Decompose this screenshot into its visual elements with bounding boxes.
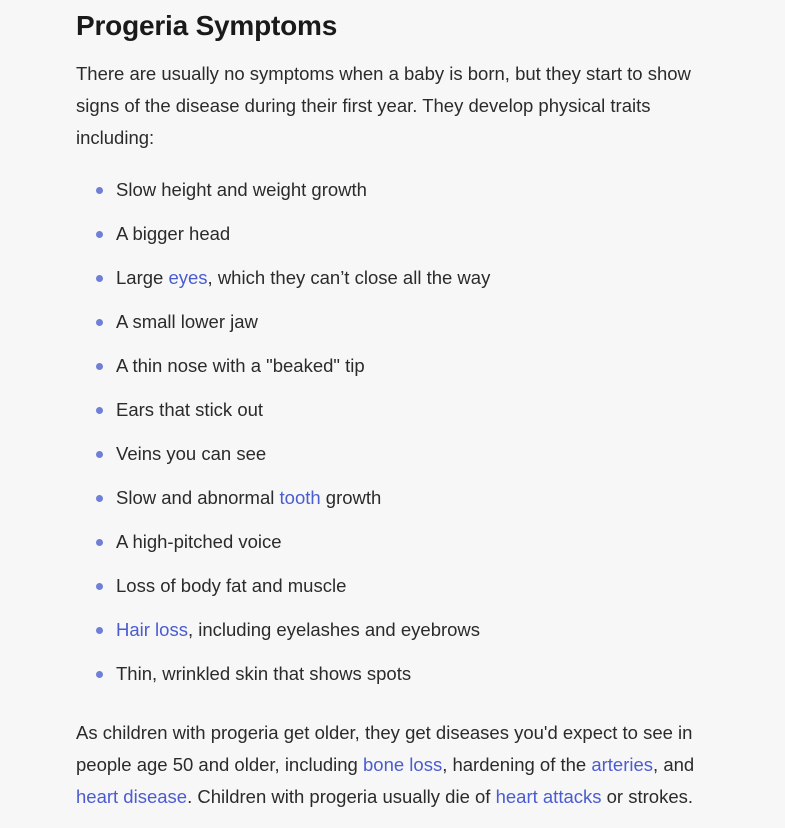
arteries-link[interactable]: arteries	[591, 754, 654, 775]
symptom-list-item	[96, 262, 726, 306]
symptom-text: Veins you can see	[116, 443, 267, 464]
symptom-text: Ears that stick out	[116, 399, 264, 420]
symptom-list-item	[96, 614, 726, 658]
symptom-text: , which they can’t close all the way	[207, 267, 491, 288]
symptom-text: A bigger head	[116, 223, 231, 244]
outro-paragraph	[76, 717, 726, 813]
symptom-text: , including eyelashes and eyebrows	[187, 619, 481, 640]
symptom-list-item	[96, 526, 726, 570]
bullet-icon	[96, 319, 103, 326]
symptom-list-item	[96, 218, 726, 262]
symptom-list-item	[96, 570, 726, 614]
symptom-link-hair-loss[interactable]: Hair loss	[116, 619, 188, 640]
bone-loss-link[interactable]: bone loss	[363, 754, 443, 775]
symptom-text: Slow height and weight growth	[116, 179, 367, 200]
bullet-icon	[96, 583, 103, 590]
symptom-list	[76, 174, 726, 702]
bullet-icon	[96, 627, 103, 634]
symptom-text: A high-pitched voice	[116, 531, 282, 552]
heart-attacks-link[interactable]: heart attacks	[495, 786, 602, 807]
article-section	[76, 0, 726, 813]
bullet-icon	[96, 231, 103, 238]
bullet-icon	[96, 495, 103, 502]
bullet-icon	[96, 671, 103, 678]
bullet-icon	[96, 363, 103, 370]
symptom-text: A thin nose with a "beaked" tip	[116, 355, 365, 376]
bullet-icon	[96, 407, 103, 414]
symptom-list-item	[96, 438, 726, 482]
symptom-link-eyes[interactable]: eyes	[168, 267, 208, 288]
heart-disease-link[interactable]: heart disease	[76, 786, 188, 807]
symptom-text: Loss of body fat and muscle	[116, 575, 347, 596]
bullet-icon	[96, 451, 103, 458]
outro-text: , hardening of the	[442, 754, 592, 775]
symptom-text: A small lower jaw	[116, 311, 258, 332]
outro-text: As children with progeria get older, they get diseases you'd expect to see in people age 50 and older, including	[76, 722, 693, 775]
symptom-list-item	[96, 658, 726, 702]
outro-text: . Children with progeria usually die of	[187, 786, 496, 807]
outro-text: or strokes.	[601, 786, 693, 807]
section-heading: Progeria Symptoms	[76, 10, 338, 41]
symptom-link-tooth[interactable]: tooth	[279, 487, 321, 508]
symptom-list-item	[96, 482, 726, 526]
intro-paragraph: There are usually no symptoms when a baby is born, but they start to show signs of the disease during their first year. They develop physical traits including:	[76, 63, 691, 148]
symptom-list-item	[96, 174, 726, 218]
symptom-list-item	[96, 394, 726, 438]
symptom-text: growth	[320, 487, 382, 508]
bullet-icon	[96, 275, 103, 282]
symptom-text: Large	[116, 267, 169, 288]
symptom-text: Thin, wrinkled skin that shows spots	[116, 663, 412, 684]
outro-text: , and	[653, 754, 695, 775]
bullet-icon	[96, 539, 103, 546]
symptom-text: Slow and abnormal	[116, 487, 280, 508]
symptom-list-item	[96, 306, 726, 350]
bullet-icon	[96, 187, 103, 194]
symptom-list-item	[96, 350, 726, 394]
